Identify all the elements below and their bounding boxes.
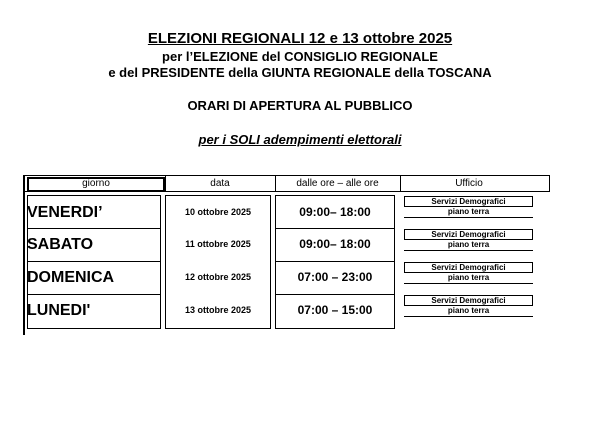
row-divider xyxy=(275,294,395,295)
row-day: LUNEDI' xyxy=(27,302,91,319)
office-name: Servizi Demografici xyxy=(404,196,533,207)
row-divider xyxy=(27,261,161,262)
row-divider xyxy=(27,228,161,229)
section-note: per i SOLI adempimenti elettorali xyxy=(198,132,402,147)
office-floor: piano terra xyxy=(404,273,533,284)
row-hours: 09:00– 18:00 xyxy=(299,205,371,219)
row-day: SABATO xyxy=(27,236,94,253)
row-day: VENERDI’ xyxy=(27,204,103,221)
row-office xyxy=(404,262,533,290)
row-divider xyxy=(275,228,395,229)
row-hours: 09:00– 18:00 xyxy=(299,237,371,251)
row-date: 12 ottobre 2025 xyxy=(184,272,252,282)
column-header-data: data xyxy=(210,178,230,189)
row-office xyxy=(404,229,533,257)
row-office xyxy=(404,196,533,224)
column-header-orario: dalle ore – alle ore xyxy=(296,178,379,189)
office-floor: piano terra xyxy=(404,240,533,251)
office-floor: piano terra xyxy=(404,207,533,218)
row-date: 11 ottobre 2025 xyxy=(185,239,251,249)
row-divider xyxy=(27,294,161,295)
notice-subtitle-1: per l’ELEZIONE del CONSIGLIO REGIONALE xyxy=(162,49,438,64)
column-header-ufficio: Ufficio xyxy=(455,178,483,189)
section-heading: ORARI DI APERTURA AL PUBBLICO xyxy=(187,98,413,113)
office-name: Servizi Demografici xyxy=(404,229,533,240)
opening-hours-table xyxy=(23,175,550,335)
office-name: Servizi Demografici xyxy=(404,295,533,306)
row-hours: 07:00 – 15:00 xyxy=(297,303,373,317)
office-name: Servizi Demografici xyxy=(404,262,533,273)
row-hours: 07:00 – 23:00 xyxy=(297,270,373,284)
column-header-giorno: giorno xyxy=(82,178,110,189)
row-date: 13 ottobre 2025 xyxy=(184,305,252,315)
notice-subtitle-2: e del PRESIDENTE della GIUNTA REGIONALE della TOSCANA xyxy=(108,65,492,80)
office-floor: piano terra xyxy=(404,306,533,317)
row-day: DOMENICA xyxy=(27,269,115,286)
notice-title: ELEZIONI REGIONALI 12 e 13 ottobre 2025 xyxy=(147,30,453,47)
row-office xyxy=(404,295,533,323)
row-divider xyxy=(275,261,395,262)
table-left-border xyxy=(23,175,25,335)
row-date: 10 ottobre 2025 xyxy=(184,207,252,217)
